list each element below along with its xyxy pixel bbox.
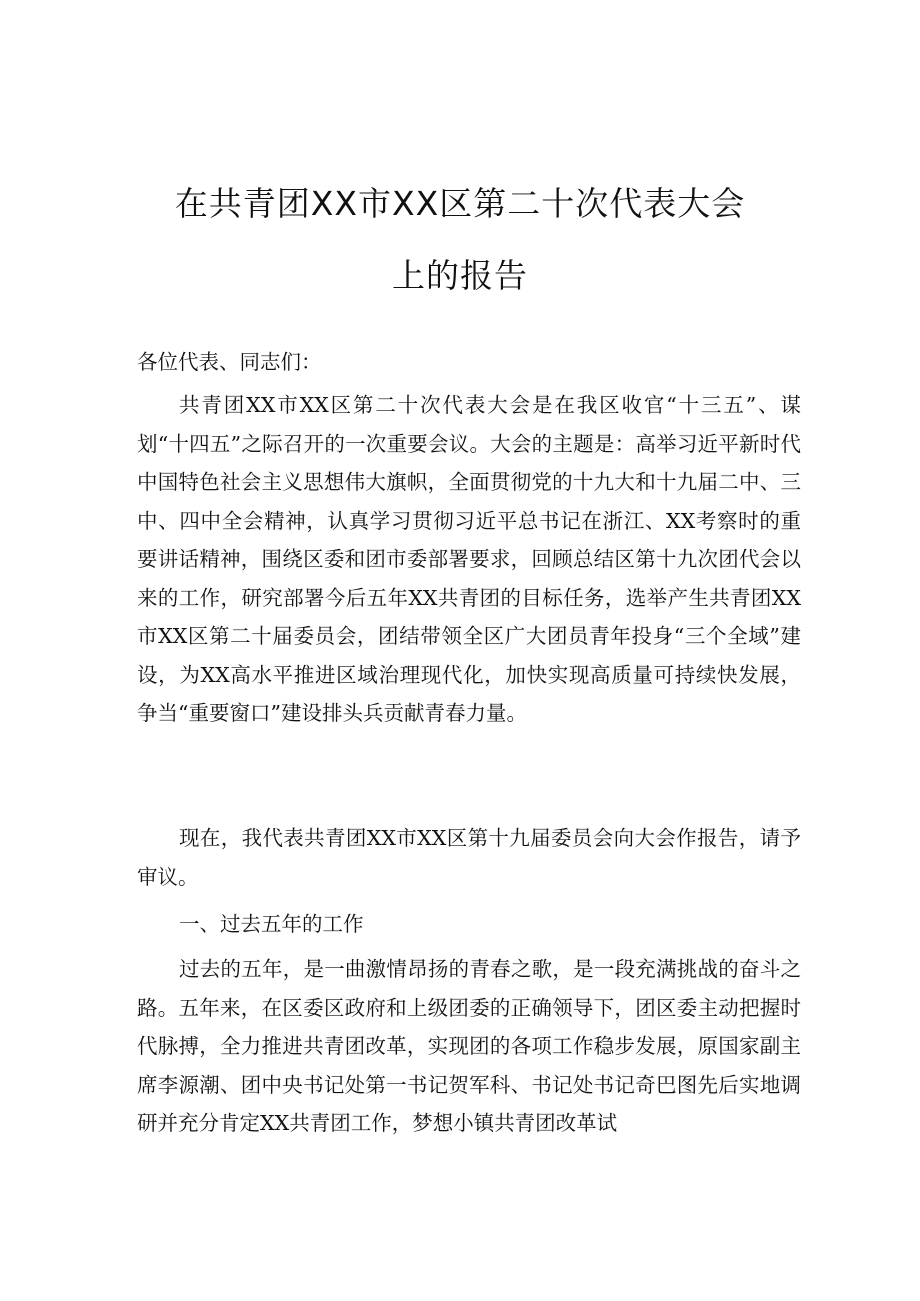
paragraph-1: 共青团XX市XX区第二十次代表大会是在我区收官“十三五”、谋划“十四五”之际召开的一次重要会议。大会的主题是：高举习近平新时代中国特色社会主义思想伟大旗帜，全面贯彻党的十九大和十九届二中、三中、四中全会精神，认真学习贯彻习近平总书记在浙江、XX考察时的重要讲话精神，围绕区委和团市委部署要求，回顾总结区第十九次团代会以来的工作，研究部署今后五年XX共青团的目标任务，选举产生共青团XX市XX区第二十届委员会，团结带领全区广大团员青年投身“三个全域”建设，为XX高水平推进区域治理现代化，加快实现高质量可持续快发展，争当“重要窗口”建设排头兵贡献青春力量。 xyxy=(137,393,801,725)
document-title-line-2: 上的报告 xyxy=(392,256,528,295)
paragraph-3: 过去的五年，是一曲激情昂扬的青春之歌，是一段充满挑战的奋斗之路。五年来，在区委区政府和上级团委的正确领导下，团区委主动把握时代脉搏，全力推进共青团改革，实现团的各项工作稳步发展，原国家副主席李源潮、团中央书记处第一书记贺军科、书记处书记奇巴图先后实地调研并充分肯定XX共青团工作，梦想小镇共青团改革试 xyxy=(137,957,801,1135)
document-title-line-1: 在共青团XX市XX区第二十次代表大会 xyxy=(174,184,746,223)
salutation: 各位代表、同志们： xyxy=(137,350,322,374)
paragraph-2: 现在，我代表共青团XX市XX区第十九届委员会向大会作报告，请予审议。 xyxy=(137,826,801,889)
section-heading: 一、过去五年的工作 xyxy=(179,912,364,936)
